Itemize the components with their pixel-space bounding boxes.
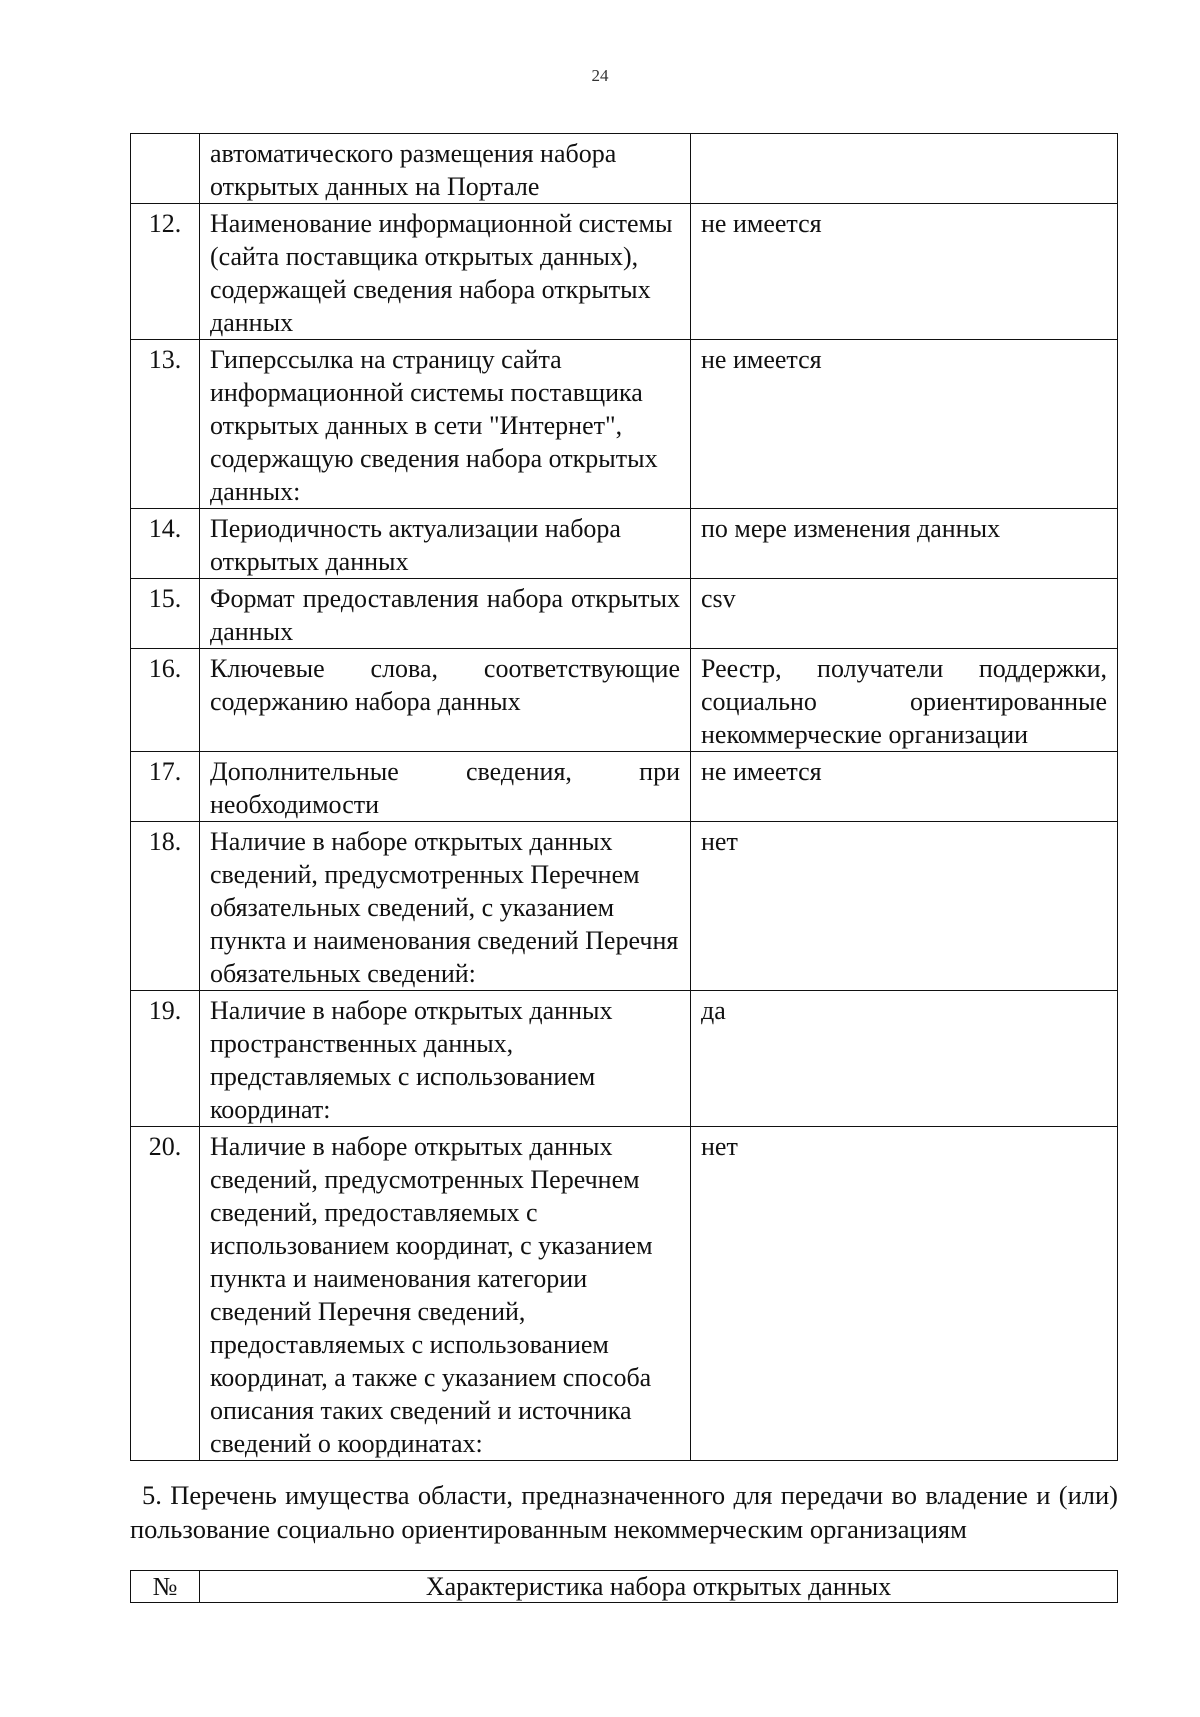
row-description: Дополнительные сведения, при необходимости [200, 752, 691, 822]
row-number: 18. [131, 822, 200, 991]
row-value: не имеется [691, 340, 1118, 509]
row-number: 14. [131, 509, 200, 579]
table-row [131, 822, 1118, 991]
table-row [131, 991, 1118, 1127]
row-description: Наименование информационной системы (сайта поставщика открытых данных), содержащей сведения набора открытых данных [200, 204, 691, 340]
table-row [131, 204, 1118, 340]
section-heading: 5. Перечень имущества области, предназначенного для передачи во владение и (или) пользование социально ориентированным некоммерческим организациям [130, 1480, 1118, 1544]
column-header-characteristic: Характеристика набора открытых данных [200, 1571, 1118, 1603]
row-value [691, 134, 1118, 204]
row-number: 13. [131, 340, 200, 509]
row-number [131, 134, 200, 204]
row-value: нет [691, 1127, 1118, 1461]
row-description: Наличие в наборе открытых данных сведений, предусмотренных Перечнем сведений, предоставляемых с использованием координат, с указанием пункта и наименования категории сведений Перечня сведений, предоставляемых с использованием координат, а также с указанием способа описания таких сведений и источника сведений о координатах: [200, 1127, 691, 1461]
row-description: Периодичность актуализации набора открытых данных [200, 509, 691, 579]
table-header-row [131, 1571, 1118, 1603]
row-description: Наличие в наборе открытых данных сведений, предусмотренных Перечнем обязательных сведений, с указанием пункта и наименования сведений Перечня обязательных сведений: [200, 822, 691, 991]
row-value: Реестр, получатели поддержки, социально ориентированные некоммерческие организации [691, 649, 1118, 752]
table-row [131, 1127, 1118, 1461]
table-row [131, 579, 1118, 649]
column-header-number: № [131, 1571, 200, 1603]
section-table-header [130, 1570, 1118, 1603]
row-value: нет [691, 822, 1118, 991]
row-value: не имеется [691, 204, 1118, 340]
table-row [131, 134, 1118, 204]
table-row [131, 509, 1118, 579]
row-description: Формат предоставления набора открытых данных [200, 579, 691, 649]
row-number: 12. [131, 204, 200, 340]
page-number: 24 [591, 66, 609, 85]
row-value: да [691, 991, 1118, 1127]
table-row [131, 649, 1118, 752]
table-row [131, 752, 1118, 822]
table-row [131, 340, 1118, 509]
row-description: Ключевые слова, соответствующие содержанию набора данных [200, 649, 691, 752]
row-description: Наличие в наборе открытых данных пространственных данных, представляемых с использованием координат: [200, 991, 691, 1127]
row-value: не имеется [691, 752, 1118, 822]
row-description: автоматического размещения набора открытых данных на Портале [200, 134, 691, 204]
row-number: 16. [131, 649, 200, 752]
row-number: 17. [131, 752, 200, 822]
row-number: 20. [131, 1127, 200, 1461]
row-number: 19. [131, 991, 200, 1127]
open-data-table [130, 133, 1118, 1461]
row-value: csv [691, 579, 1118, 649]
row-description: Гиперссылка на страницу сайта информационной системы поставщика открытых данных в сети "Интернет", содержащую сведения набора открытых данных: [200, 340, 691, 509]
row-number: 15. [131, 579, 200, 649]
row-value: по мере изменения данных [691, 509, 1118, 579]
